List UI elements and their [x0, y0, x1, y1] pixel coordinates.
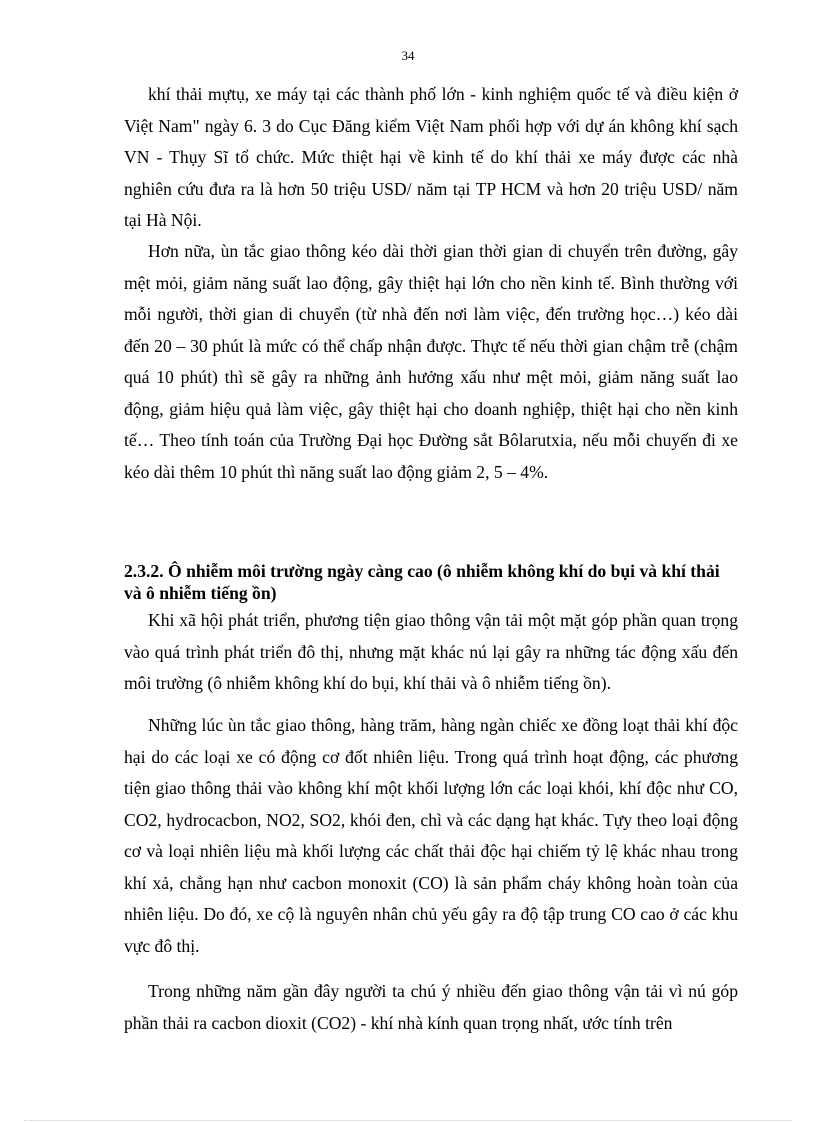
paragraph-air-pollution-damage: khí thải mựtụ, xe máy tại các thành phố lớn - kinh nghiệm quốc tế và điều kiện ở Việt Nam" ngày 6. 3 do Cục Đăng kiểm Việt Nam phối hợp với dự án không khí sạch VN - Thụy Sĩ tổ chức. Mức thiệt hại về kinh tế do khí thải xe máy được các nhà nghiên cứu đưa ra là hơn 50 triệu USD/ năm tại TP HCM và hơn 20 triệu USD/ năm tại Hà Nội.	[124, 84, 738, 230]
paragraph-exhaust-emissions: Những lúc ùn tắc giao thông, hàng trăm, hàng ngàn chiếc xe đồng loạt thải khí độc hại do các loại xe có động cơ đốt nhiên liệu. Trong quá trình hoạt động, các phương tiện giao thông thải vào không khí một khối lượng lớn các loại khói, khí độc như CO, CO2, hydrocacbon, NO2, SO2, khói đen, chì và các dạng hạt khác. Tựy theo loại động cơ và loại nhiên liệu mà khối lượng các chất thải độc hại chiếm tỷ lệ khác nhau trong khí xả, chẳng hạn như cacbon monoxit (CO) là sản phẩm cháy không hoàn toàn của nhiên liệu. Do đó, xe cộ là nguyên nhân chủ yếu gây ra độ tập trung CO cao ở các khu vực đô thị.	[124, 715, 738, 956]
page-bottom-divider	[24, 1120, 792, 1121]
paragraph-transport-development: Khi xã hội phát triển, phương tiện giao thông vận tải một mặt góp phần quan trọng vào quá trình phát triển đô thị, nhưng mặt khác nú lại gây ra những tác động xấu đến môi trường (ô nhiễm không khí do bụi, khí thải và ô nhiễm tiếng ồn).	[124, 610, 738, 693]
page-number: 34	[401, 48, 415, 63]
paragraph-co2-emissions: Trong những năm gần đây người ta chú ý nhiều đến giao thông vận tải vì nú góp phần thải ra cacbon dioxit (CO2) - khí nhà kính quan trọng nhất, ước tính trên	[124, 981, 738, 1033]
section-heading: 2.3.2. Ô nhiễm môi trường ngày càng cao (ô nhiễm không khí do bụi và khí thải và ô nhiễm tiếng ồn)	[124, 561, 720, 603]
paragraph-traffic-congestion: Hơn nữa, ùn tắc giao thông kéo dài thời gian thời gian di chuyển trên đường, gây mệt mỏi, giảm năng suất lao động, gây thiệt hại lớn cho nền kinh tế. Bình thường với mỗi người, thời gian di chuyển (từ nhà đến nơi làm việc, đến trường học…) kéo dài đến 20 – 30 phút là mức có thể chấp nhận được. Thực tế nếu thời gian chậm trễ (chậm quá 10 phút) thì sẽ gây ra những ảnh hưởng xấu như mệt mỏi, giảm năng suất lao động, giảm hiệu quả làm việc, gây thiệt hại cho doanh nghiệp, thiệt hại cho nền kinh tế… Theo tính toán của Trường Đại học Đường sắt Bôlarutxia, nếu mỗi chuyến đi xe kéo dài thêm 10 phút thì năng suất lao động giảm 2, 5 – 4%.	[124, 241, 738, 482]
